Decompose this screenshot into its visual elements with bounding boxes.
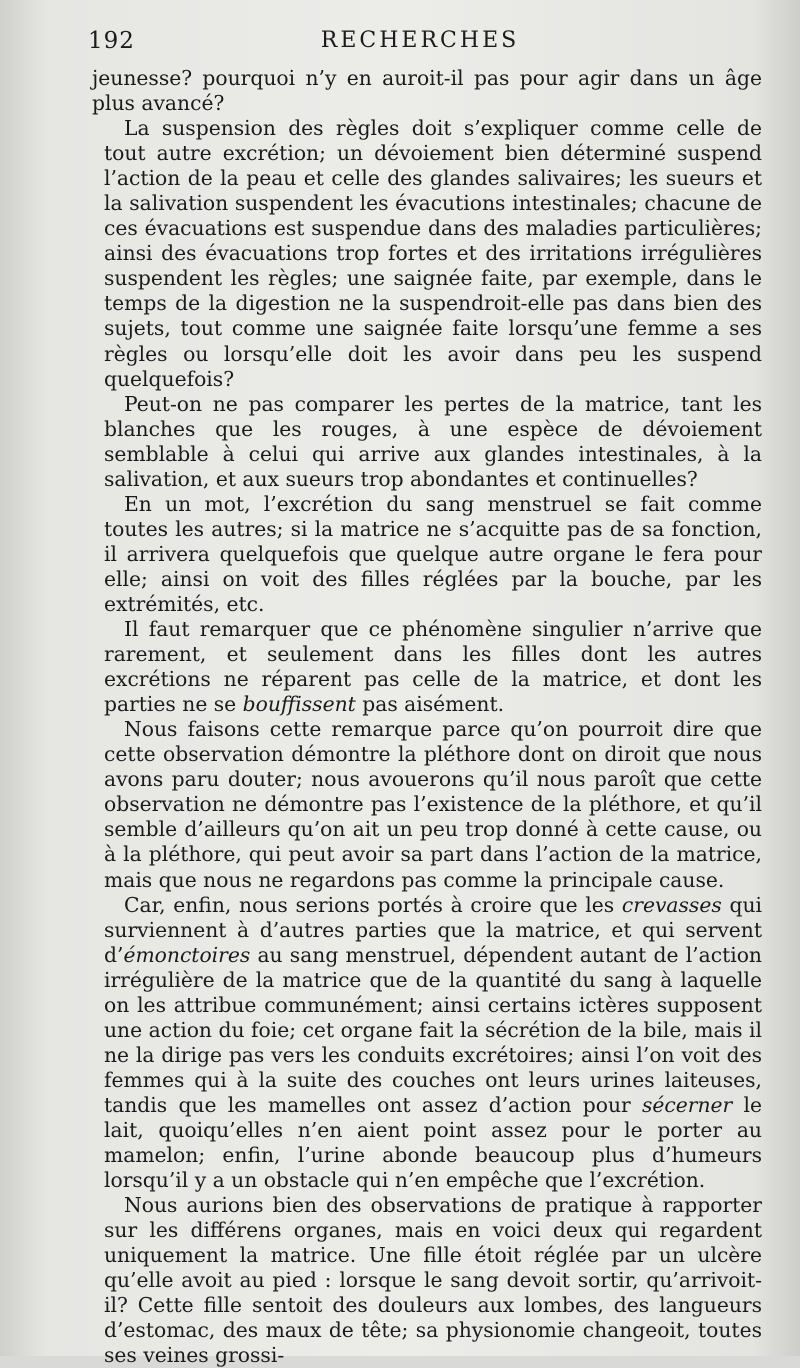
- paragraph-crevasses: [104, 893, 762, 1194]
- text-run: au sang menstruel, dépendent autant de l’action irrégulière de la matrice que de la quantité du sang à laquelle on les attribue communément; ainsi certains ictères supposent une action du foie; cet organe fait la sécrétion de la bile, mais il ne la dirige pas vers les conduits excrétoires; ainsi l’on voit des femmes qui à la suite des couches ont leurs urines laiteuses, tandis que les mamelles ont assez d’action pour: [104, 942, 762, 1117]
- body-text: [92, 66, 763, 1368]
- text-run: qui surviennent à d’autres parties que la matrice, et qui servent d’: [104, 892, 763, 967]
- running-title: RECHERCHES: [320, 28, 520, 53]
- italic-term: sécerner: [642, 1092, 733, 1117]
- italic-term: bouffissent: [242, 692, 356, 717]
- italic-term: crevasses: [621, 892, 722, 917]
- paragraph-observations-pratique: Nous aurions bien des observations de pratique à rapporter sur les différens organes, mais en voici deux qui regardent uniquement la matrice. Une fille étoit réglée par un ulcère qu’elle avoit au pied : lorsque le sang devoit sortir, qu’arrivoit-il? Cette fille sentoit des douleurs aux lombes, des langueurs d’estomac, des maux de tête; sa physionomie changeoit, toutes ses veines grossi-: [104, 1193, 762, 1368]
- paragraph-pertes-matrice: Peut-on ne pas comparer les pertes de la matrice, tant les blanches que les rouges, à une espèce de dévoiement semblable à celui qui arrive aux glandes intestinales, à la salivation, et aux sueurs trop abondantes et continuelles?: [104, 391, 762, 491]
- paragraph-suspension-regles: La suspension des règles doit s’expliquer comme celle de tout autre excrétion; un dévoiement bien déterminé suspend l’action de la peau et celle des glandes salivaires; les sueurs et la salivation suspendent les évacutions intestinales; chacune de ces évacuations est suspendue dans des maladies particulières; ainsi des évacuations trop fortes et des irritations irrégulières suspendent les règles; une saignée faite, par exemple, dans le temps de la digestion ne la suspendroit-elle pas dans bien des sujets, tout comme une saignée faite lorsqu’une femme a ses règles ou lorsqu’elle doit les avoir dans peu les suspend quelquefois?: [104, 116, 762, 391]
- paragraph-excretion-sang: En un mot, l’excrétion du sang menstruel se fait comme toutes les autres; si la matrice ne s’acquitte pas de sa fonction, il arrivera quelquefois que quelque autre organe le fera pour elle; ainsi on voit des filles réglées par la bouche, par les extrémités, etc.: [104, 491, 762, 616]
- italic-term: émonctoires: [123, 942, 251, 967]
- page-number: 192: [88, 28, 135, 54]
- paragraph-continued: jeunesse? pourquoi n’y en auroit-il pas pour agir dans un âge plus avancé?: [92, 66, 762, 116]
- page-header: [88, 28, 752, 58]
- paragraph-plethore: Nous faisons cette remarque parce qu’on pourroit dire que cette observation démontre la pléthore dont on diroit que nous avons paru douter; nous avouerons qu’il nous paroît que cette observation ne démontre pas l’existence de la pléthore, et qu’il semble d’ailleurs qu’on ait un peu trop donné à cette cause, ou à la pléthore, qui peut avoir sa part dans l’action de la matrice, mais que nous ne regardons pas comme la principale cause.: [104, 717, 762, 892]
- text-run: Car, enfin, nous serions portés à croire que les: [124, 892, 622, 917]
- text-run: le lait, quoiqu’elles n’en aient point assez pour le porter au mamelon; enfin, l’urine abonde beaucoup plus d’humeurs lorsqu’il y a un obstacle qui n’en empêche que l’excrétion.: [104, 1092, 762, 1193]
- text-run: pas aisément.: [355, 692, 505, 717]
- paragraph-phenomene-singulier: [104, 617, 762, 717]
- text-run: Il faut remarquer que ce phénomène singulier n’arrive que rarement, et seulement dans les filles dont les autres excrétions ne réparent pas celle de la matrice, et dont les parties ne se: [104, 617, 762, 717]
